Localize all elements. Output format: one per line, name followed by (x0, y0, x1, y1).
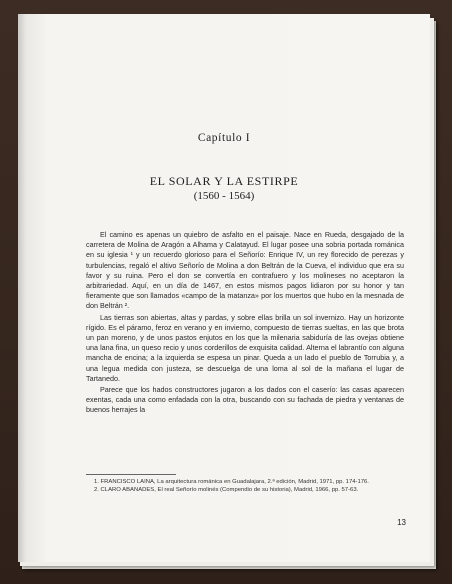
footnote: 2. CLARO ABANADES, El real Señorío molinés (Compendio de su historia), Madrid, 1966, pp. 57-63. (94, 487, 359, 494)
footnote: 1. FRANCISCO LAINA, La arquitectura románica en Guadalajara, 2.ª edición, Madrid, 1971, pp. 174-176. (94, 479, 369, 485)
paragraph: El camino es apenas un quiebro de asfalto en el paisaje. Nace en Rueda, desgajado de la carretera de Molina de Aragón a Alhama y Calatayud. El lugar posee una sobria portada románica en su iglesia ¹ y un recuerdo glorioso para el Señorío: Enrique IV, un rey florecido de perezas y turbulencias, regaló el altivo Señorío de Molina a don Beltrán de la Cueva, el individuo que era su favor y su ruina. Pero el don se convertía en contrafuero y los molineses no aceptaron la arbitrariedad. Aquí, en un día de 1467, en estos mismos pagos lidiaron por su honor y tan fieramente que son llamados «campo de la matanza» por los muertos que hubo en la mesnada de don Beltrán ². (86, 230, 404, 311)
chapter-heading: Capítulo I (197, 132, 251, 144)
chapter-subtitle: (1560 - 1564) (193, 190, 255, 202)
body-text (86, 230, 404, 417)
paragraph: Las tierras son abiertas, altas y pardas, y sobre ellas brilla un sol invernizo. Hay un horizonte rígido. Es el páramo, feroz en verano y en invierno, compuesto de tierras sueltas, en las que brota un pan moreno, y de unos pastos enjutos en los que la milenaria sabiduría de las ovejas obtiene una lana fina, un queso recio y unos corderillos de exquisita calidad. Alterna el labrantío con alguna mancha de encina; a la izquierda se espesa un pinar. Queda a un lado el pueblo de Torrubia y, a una legua medida con justeza, se descuelga de una loma al sol de la mañana el lugar de Tartanedo. (86, 312, 404, 383)
chapter-title: EL SOLAR Y LA ESTIRPE (149, 174, 299, 188)
paragraph: Parece que los hados constructores jugaron a los dados con el caserío: las casas aparecen exentas, cada una como enfadada con la otra, buscando con su fachada de piedra y ventanas de buenos herrajes la (86, 385, 404, 415)
footnote-rule (86, 474, 176, 475)
book-page (18, 14, 430, 562)
page-number: 13 (397, 518, 406, 527)
footnotes (86, 478, 404, 495)
